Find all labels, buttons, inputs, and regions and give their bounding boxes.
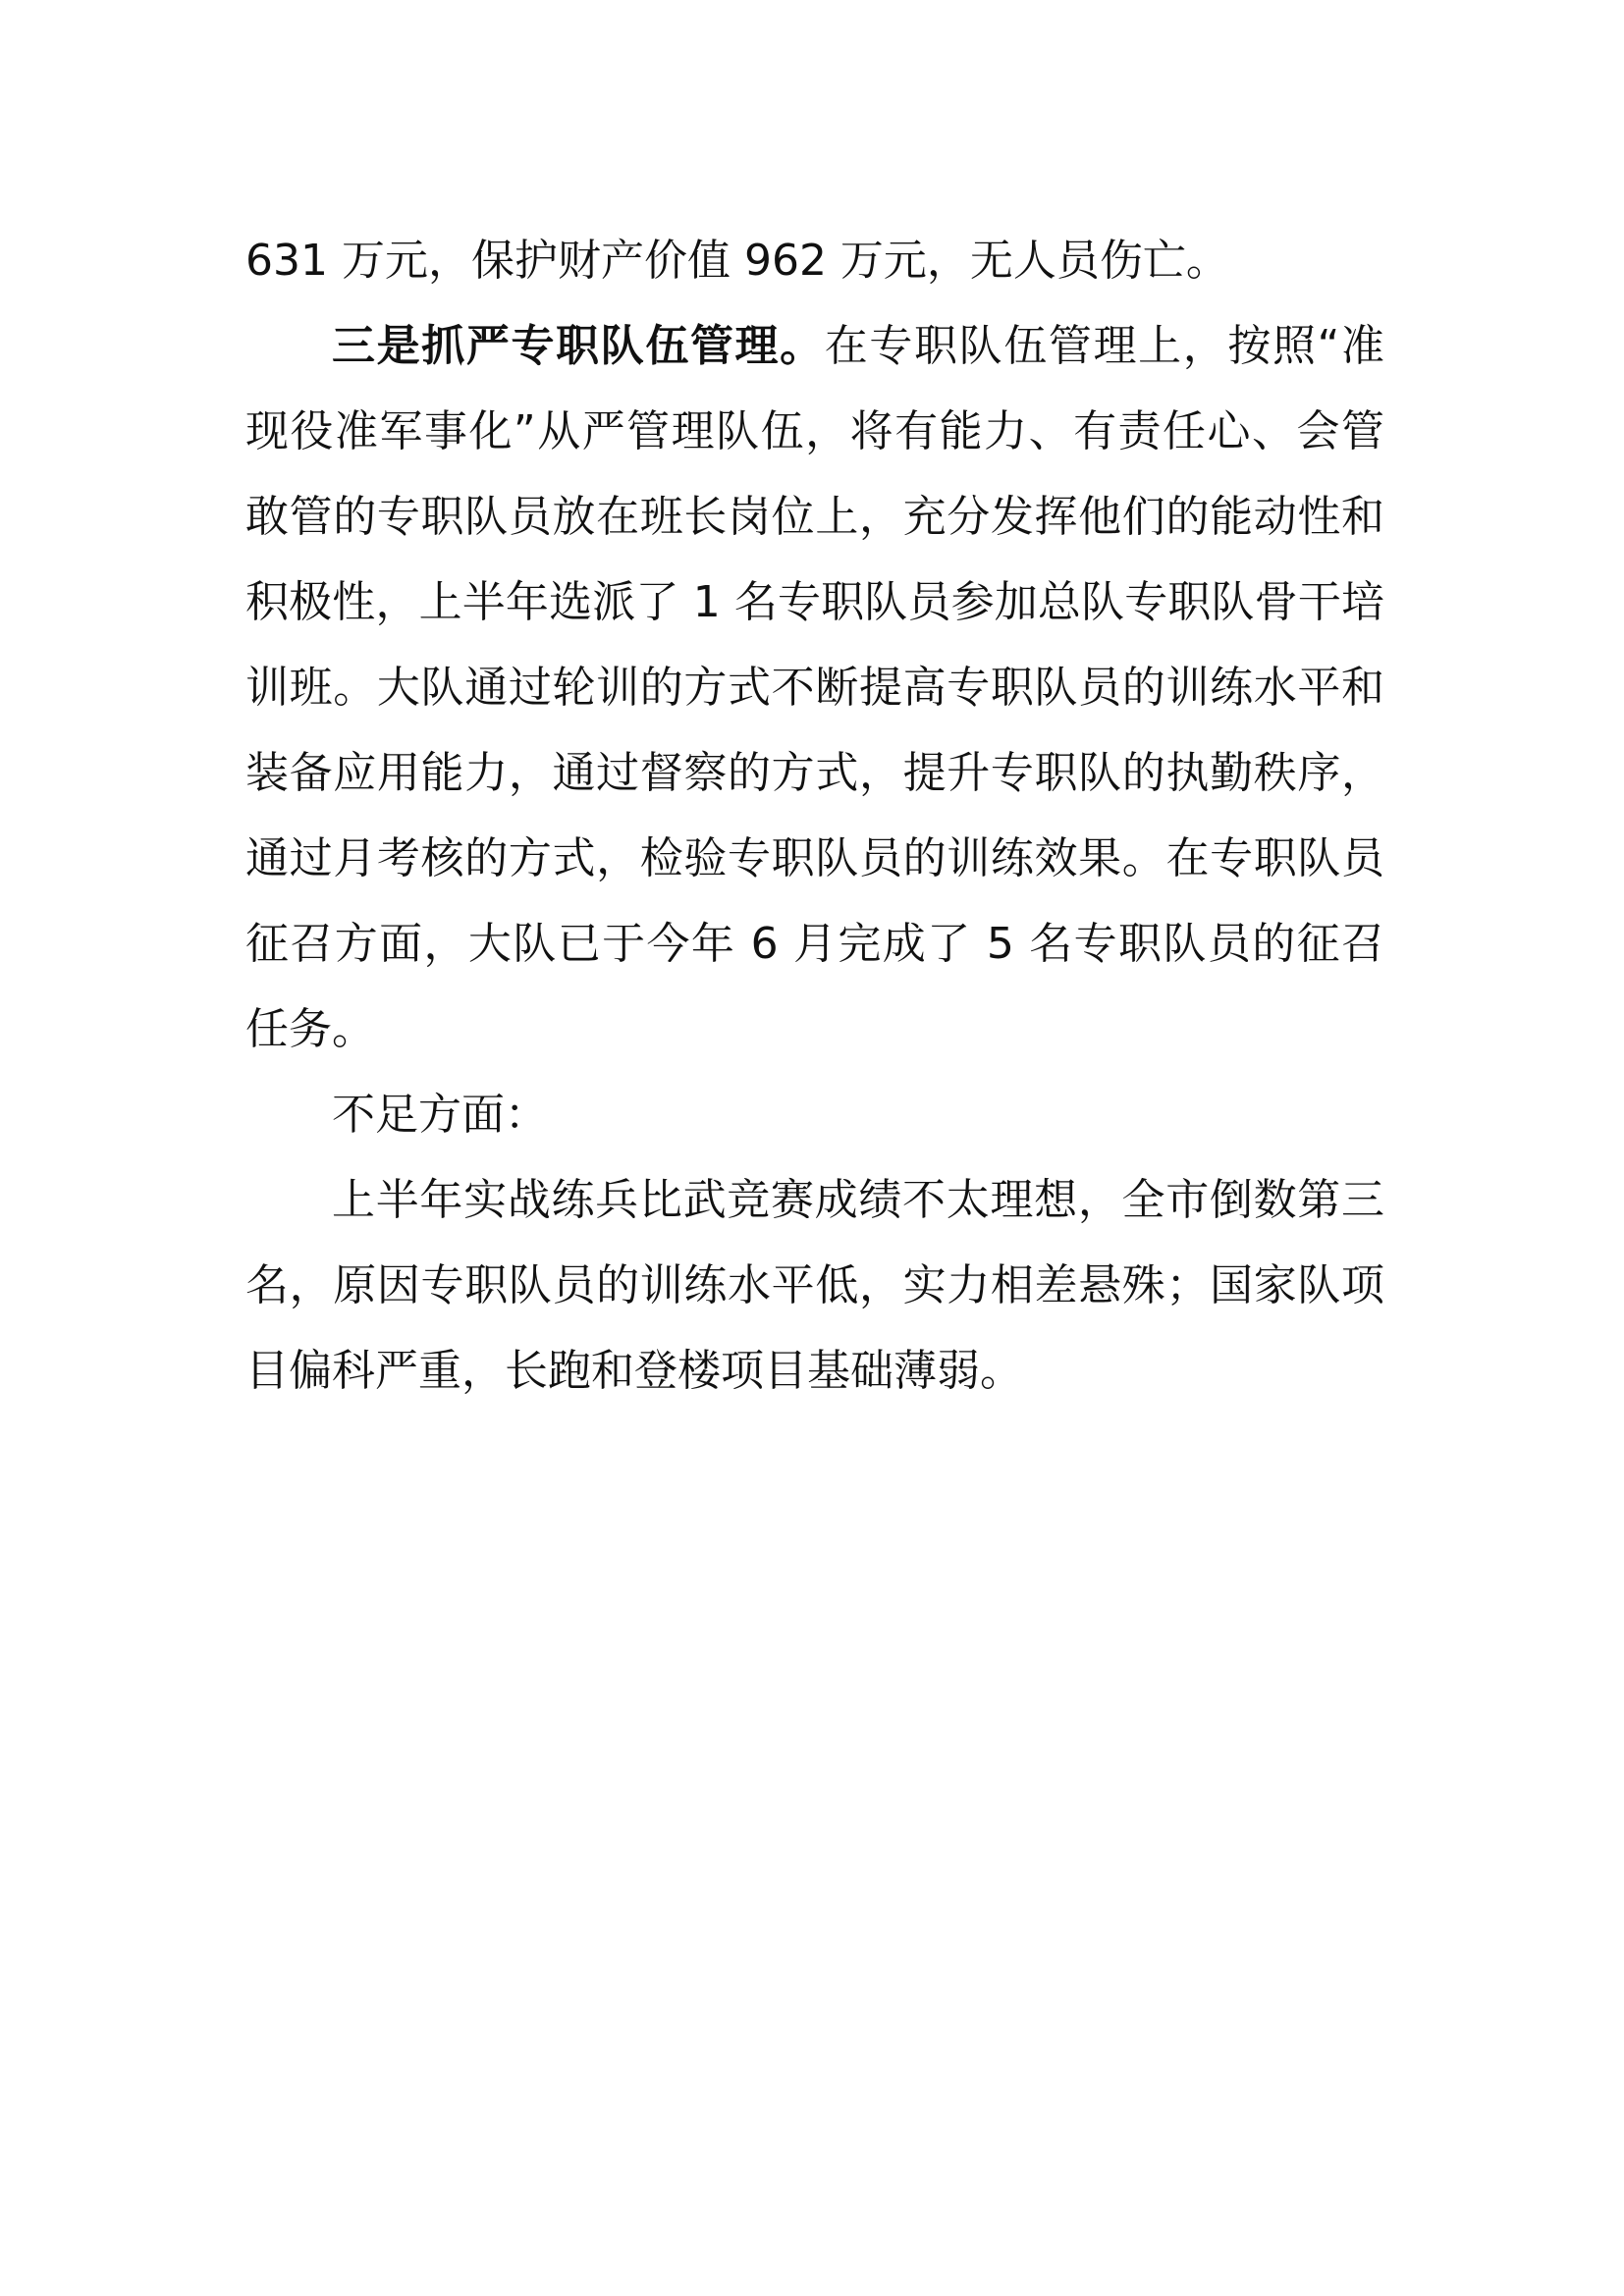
heading-text: 不足方面： <box>332 1090 548 1140</box>
document-body <box>245 218 1384 1414</box>
paragraph-continuation <box>245 218 1384 303</box>
paragraph-shortcomings <box>245 1157 1384 1414</box>
paragraph-text: 上半年实战练兵比武竞赛成绩不太理想，全市倒数第三名，原因专职队员的训练水平低，实力相差悬殊；国家队项目偏科严重，长跑和登楼项目基础薄弱。 <box>245 1175 1384 1396</box>
paragraph-staff-management <box>245 303 1384 1072</box>
paragraph-text: 631 万元，保护财产价值 962 万元，无人员伤亡。 <box>245 236 1229 286</box>
paragraph-text: 在专职队伍管理上，按照“准现役准军事化”从严管理队伍，将有能力、有责任心、会管敢管的专职队员放在班长岗位上，充分发挥他们的能动性和积极性，上半年选派了 1 名专职队员参加总队专职队骨干培训班。大队通过轮训的方式不断提高专职队员的训练水平和装备应用能力，通过督察的方式，提升专职队的执勤秩序，通过月考核的方式，检验专职队员的训练效果。在专职队员征召方面，大队已于今年 6 月完成了 5 名专职队员的征召任务。 <box>245 321 1385 1054</box>
paragraph-lead-heading: 三是抓严专职队伍管理。 <box>332 321 825 371</box>
section-heading-shortcomings <box>245 1072 1384 1157</box>
